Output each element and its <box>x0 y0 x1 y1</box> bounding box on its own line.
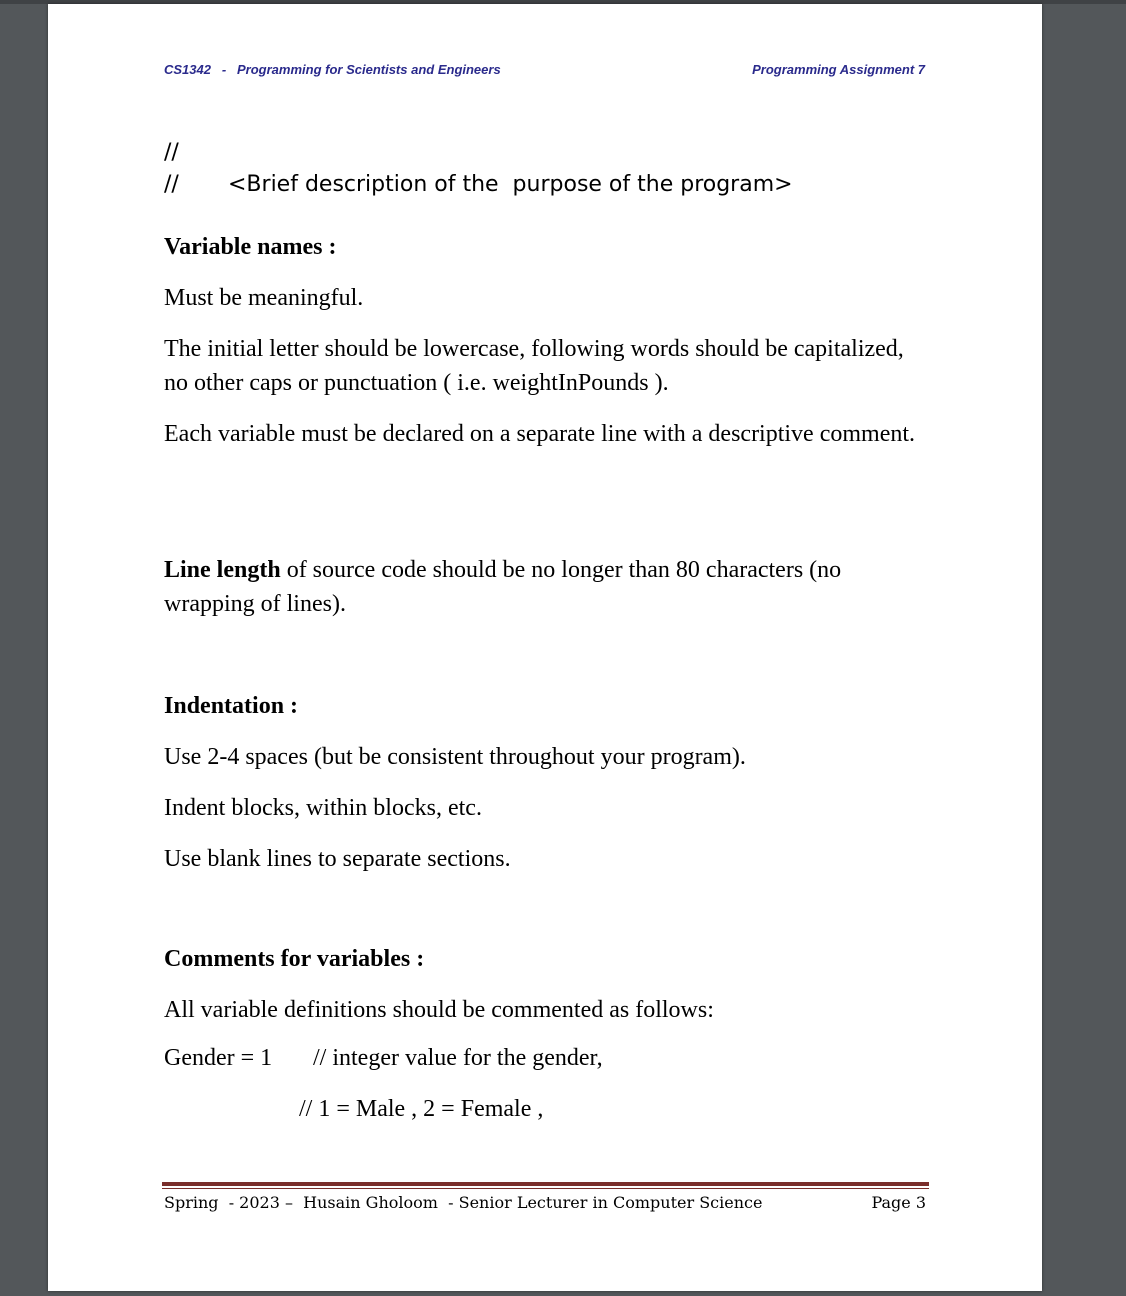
line-length-paragraph <box>164 553 909 621</box>
variable-names-heading: Variable names : <box>164 234 337 260</box>
example-comment-line-2: // 1 = Male , 2 = Female , <box>299 1096 544 1122</box>
footer-rule-thick <box>162 1182 929 1186</box>
indentation-rule-3: Use blank lines to separate sections. <box>164 846 511 872</box>
document-page <box>48 4 1042 1291</box>
variable-names-rule-2: The initial letter should be lowercase, following words should be capitalized, no other caps or punctuation ( i.e. weightInPounds ). <box>164 336 904 396</box>
line-length-term: Line length <box>164 557 281 583</box>
course-title: Programming for Scientists and Engineers <box>237 62 501 77</box>
program-description-placeholder: <Brief description of the purpose of the program> <box>228 172 793 197</box>
course-code: CS1342 <box>164 62 211 77</box>
comments-for-variables-heading: Comments for variables : <box>164 946 425 972</box>
variable-names-rule-1: Must be meaningful. <box>164 285 364 311</box>
indentation-rule-2: Indent blocks, within blocks, etc. <box>164 795 482 821</box>
comments-for-variables-intro: All variable definitions should be commented as follows: <box>164 997 714 1023</box>
footer-author: Spring - 2023 – Husain Gholoom - Senior Lecturer in Computer Science <box>164 1193 763 1212</box>
variable-names-rule-3: Each variable must be declared on a separate line with a descriptive comment. <box>164 421 916 447</box>
comment-line-2-slashes: // <box>164 172 179 197</box>
comment-line-1: // <box>164 140 179 165</box>
example-comment-line-1: // integer value for the gender, <box>313 1045 603 1071</box>
line-length-text: of source code should be no longer than 80 characters (no wrapping of lines). <box>164 557 842 617</box>
footer-rule-thin <box>162 1188 929 1189</box>
page-header-left <box>164 62 501 77</box>
header-separator: - <box>221 62 227 77</box>
assignment-title: Programming Assignment 7 <box>752 62 925 77</box>
indentation-heading: Indentation : <box>164 693 299 719</box>
example-declaration: Gender = 1 <box>164 1045 273 1071</box>
indentation-rule-1: Use 2-4 spaces (but be consistent throughout your program). <box>164 744 746 770</box>
page-number: Page 3 <box>871 1193 926 1212</box>
